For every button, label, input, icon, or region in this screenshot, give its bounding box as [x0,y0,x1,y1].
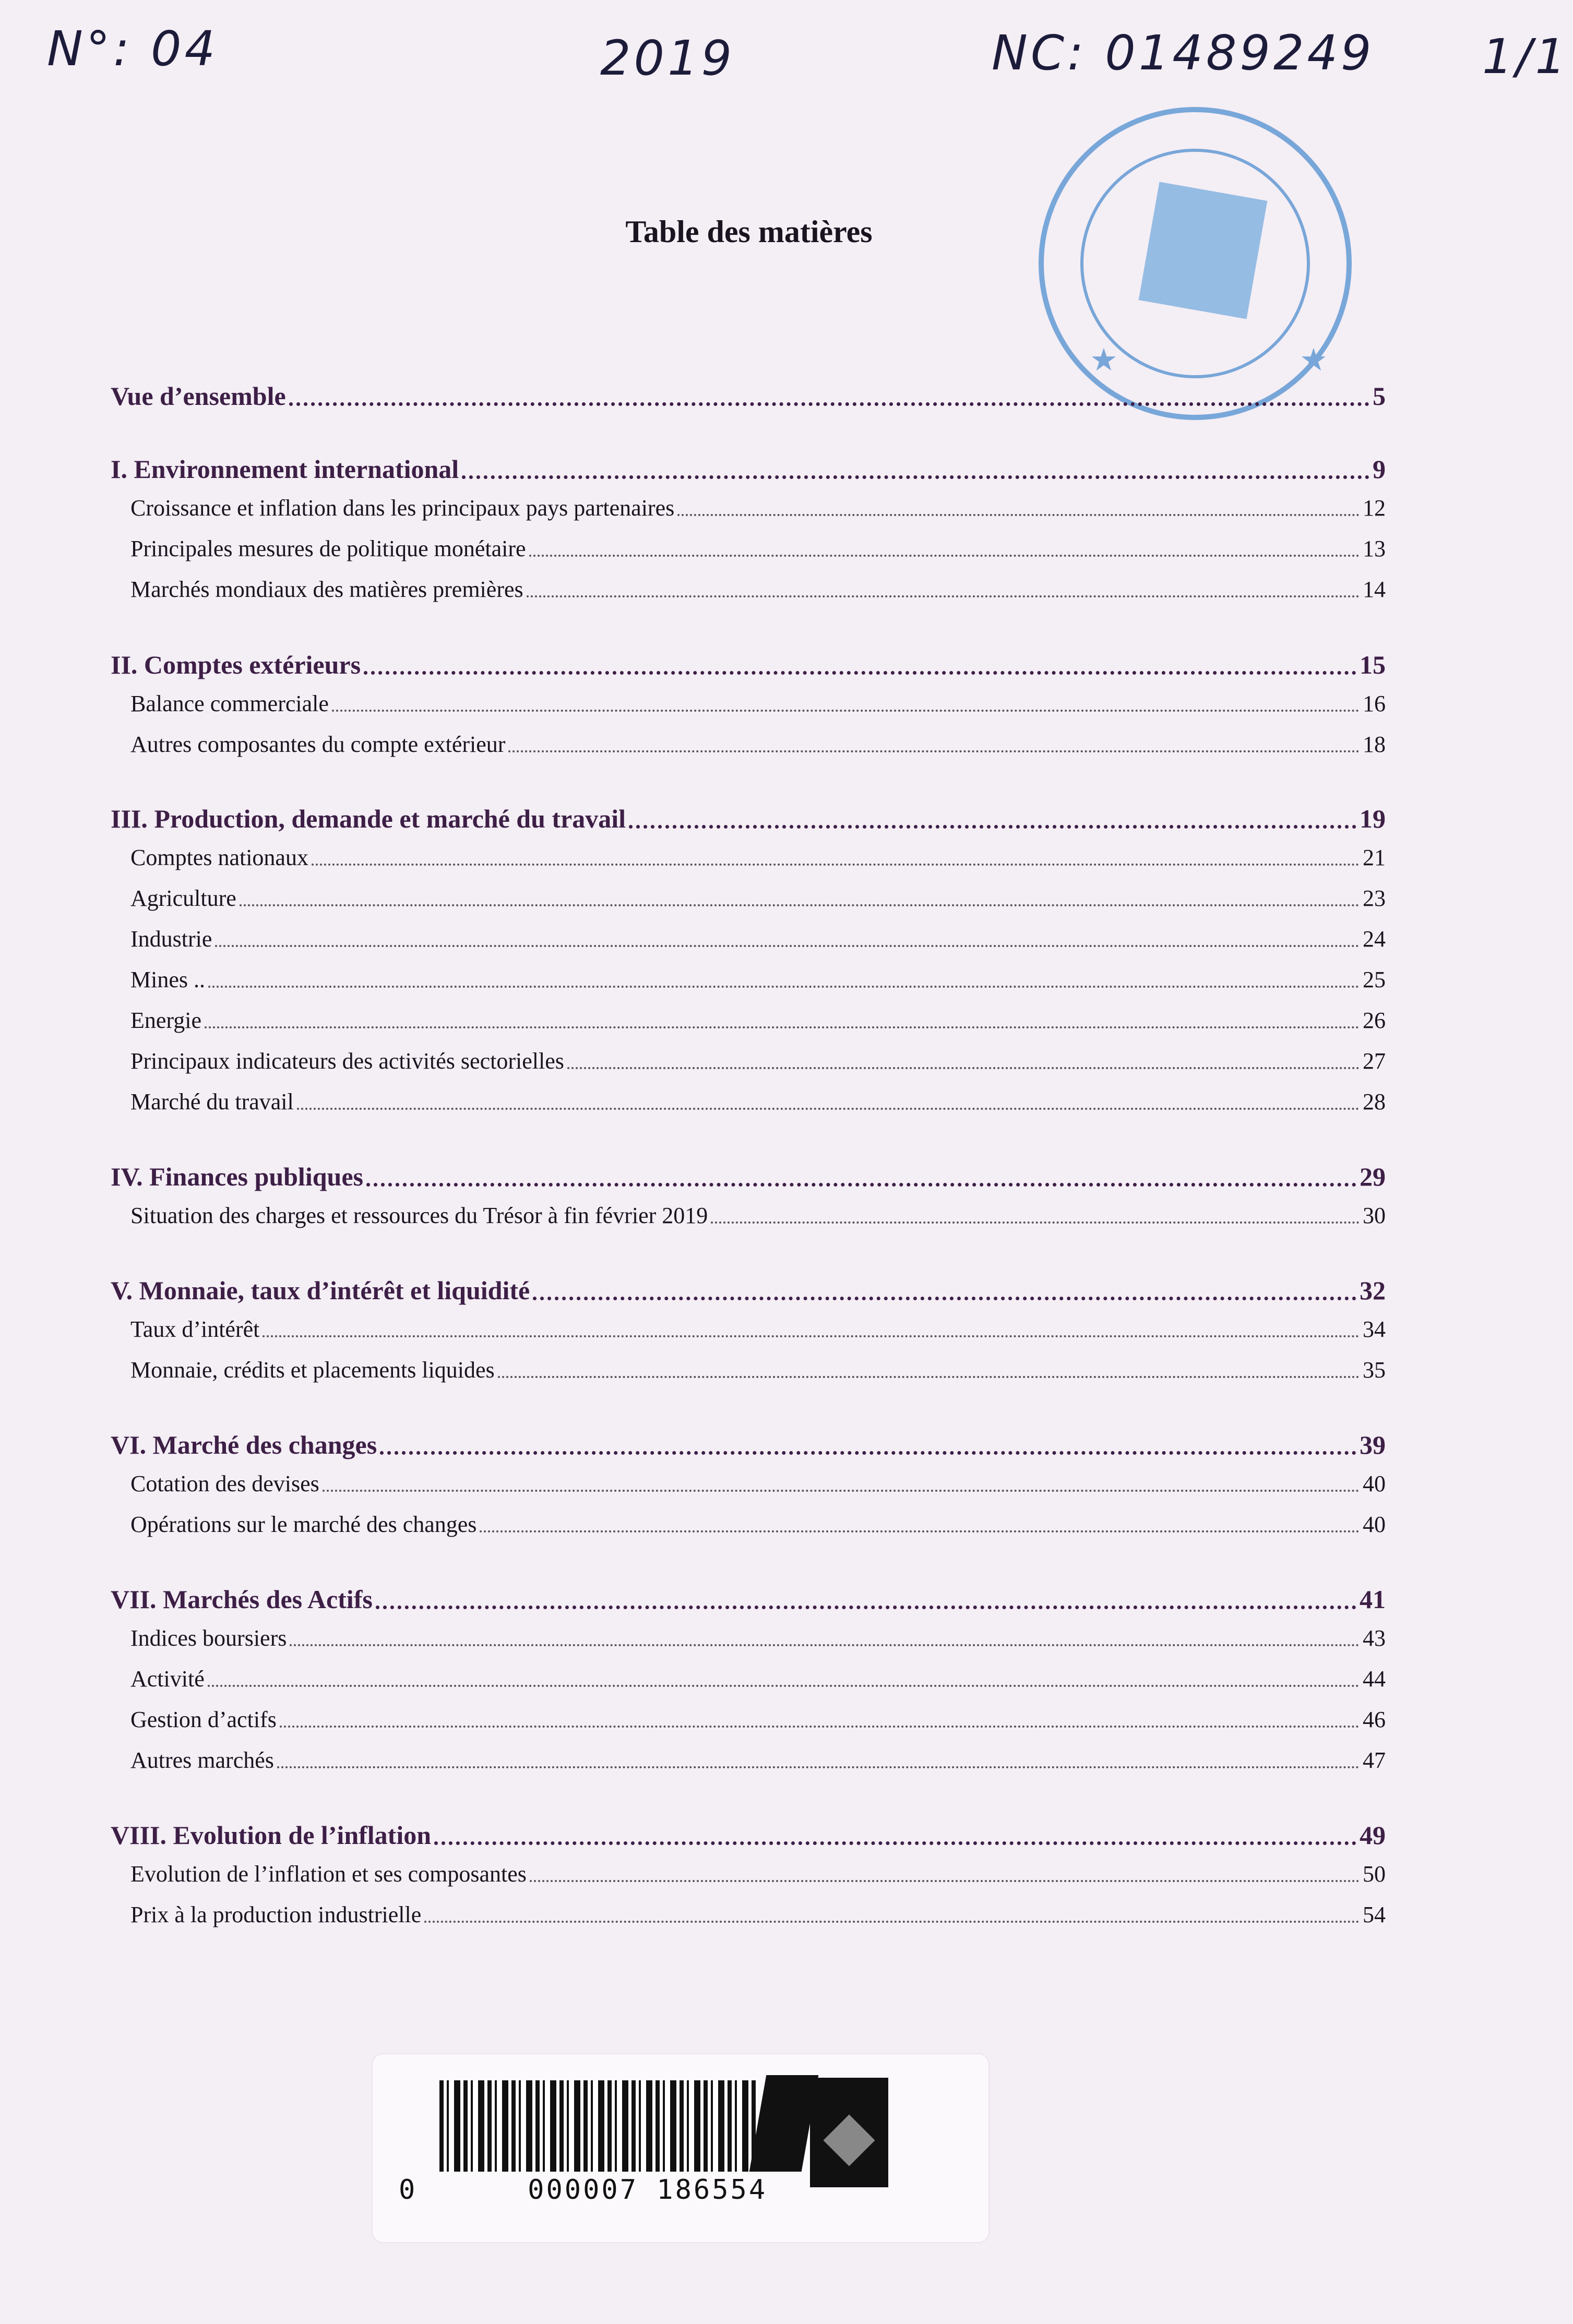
barcode-block [749,2075,819,2172]
toc-subsection-row [130,844,1386,871]
toc-section-row [111,1820,1386,1850]
toc-entry-label: Opérations sur le marché des changes [130,1512,477,1537]
dot-leader [629,825,1356,829]
toc-page-number: 29 [1360,1162,1386,1191]
toc-page-number: 13 [1363,536,1386,561]
toc-subsection-row [130,576,1386,603]
handwritten-nc: NC: 01489249 [992,25,1375,81]
toc-subsection-row [130,926,1386,952]
toc-subsection-row [130,690,1386,717]
toc-section-row [111,1430,1386,1460]
toc-page-number: 47 [1363,1747,1386,1773]
toc-section-row [111,1584,1386,1614]
toc-subsection-row [130,1470,1386,1497]
toc-entry-label: Situation des charges et ressources du Trésor à fin février 2019 [130,1203,708,1228]
toc-entry-label: Principales mesures de politique monétaire [130,536,526,561]
toc-page-number: 23 [1363,885,1386,911]
toc-page-number: 24 [1363,926,1386,952]
toc-subsection-row [130,1357,1386,1383]
toc-page-number: 40 [1363,1471,1386,1496]
toc-entry-label: Evolution de l’inflation et ses composantes [130,1861,527,1887]
dot-leader [567,1067,1360,1069]
dot-leader [364,671,1356,675]
barcode-left-digit: 0 [399,2174,418,2206]
toc-page-number: 30 [1363,1203,1386,1228]
dot-leader [332,710,1360,712]
toc-entry-label: Autres marchés [130,1747,274,1773]
toc-subsection-row [130,966,1386,993]
toc-subsection-row [130,1511,1386,1538]
toc-subsection-row [130,495,1386,521]
dot-leader [711,1221,1360,1224]
toc-entry-label: Marché du travail [130,1089,294,1115]
toc-section-row [111,804,1386,834]
toc-entry-label: IV. Finances publiques [111,1162,363,1191]
toc-page-number: 14 [1363,577,1386,602]
toc-page-number: 19 [1360,804,1386,833]
toc-entry-label: I. Environnement international [111,454,459,484]
toc-section-row [111,381,1386,411]
dot-leader [462,475,1369,479]
toc-page-number: 15 [1360,650,1386,679]
toc-entry-label: V. Monnaie, taux d’intérêt et liquidité [111,1276,530,1305]
dot-leader [297,1108,1360,1110]
toc-entry-label: Marchés mondiaux des matières premières [130,577,523,602]
toc-entry-label: Agriculture [130,885,236,911]
toc-page-number: 5 [1373,381,1386,411]
dot-leader [529,555,1360,557]
toc-entry-label: II. Comptes extérieurs [111,650,361,679]
toc-entry-label: Comptes nationaux [130,845,308,870]
star-icon: ★ [1300,342,1328,378]
toc-subsection-row [130,1706,1386,1733]
handwritten-year: 2019 [600,30,735,86]
dot-leader [208,986,1360,988]
toc-page-number: 50 [1363,1861,1386,1887]
toc-page-number: 16 [1363,691,1386,716]
toc-subsection-row [130,1666,1386,1692]
toc-section-row [111,1161,1386,1192]
toc-subsection-row [130,1901,1386,1928]
toc-subsection-row [130,1088,1386,1115]
toc-entry-label: Energie [130,1008,202,1033]
toc-page-number: 44 [1363,1666,1386,1692]
toc-entry-label: Prix à la production industrielle [130,1902,422,1927]
toc-subsection-row [130,1048,1386,1074]
toc-entry-label: Balance commerciale [130,691,329,716]
toc-entry-label: VII. Marchés des Actifs [111,1585,373,1614]
dot-leader [240,904,1360,906]
dot-leader [677,514,1360,516]
page-title: Table des matières [625,214,873,249]
toc-page-number: 21 [1363,845,1386,870]
toc-section-row [111,454,1386,484]
handwritten-number: N°: 04 [47,21,219,77]
dot-leader [527,595,1360,597]
toc-entry-label: Autres composantes du compte extérieur [130,732,506,757]
star-icon: ★ [1090,342,1118,378]
toc-entry-label: Taux d’intérêt [130,1316,260,1342]
toc-subsection-row [130,1861,1386,1887]
toc-page-number: 18 [1363,732,1386,757]
toc-entry-label: Vue d’ensemble [111,381,286,411]
dot-leader [480,1530,1360,1532]
dot-leader [498,1376,1360,1378]
toc-subsection-row [130,731,1386,758]
dot-leader [280,1726,1360,1728]
dot-leader [533,1297,1356,1300]
toc-page-number: 54 [1363,1902,1386,1927]
toc-page-number: 26 [1363,1008,1386,1033]
toc-entry-label: Indices boursiers [130,1625,287,1651]
toc-page-number: 40 [1363,1512,1386,1537]
toc-subsection-row [130,1202,1386,1229]
barcode-bars [439,2080,758,2172]
toc-subsection-row [130,1747,1386,1774]
toc-section-row [111,650,1386,680]
toc-entry-label: VI. Marché des changes [111,1430,377,1459]
toc-page-number: 12 [1363,495,1386,521]
toc-entry-label: Gestion d’actifs [130,1707,277,1732]
toc-subsection-row [130,535,1386,562]
toc-entry-label: Mines .. [130,967,205,992]
dot-leader [215,945,1360,947]
toc-subsection-row [130,1316,1386,1343]
dot-leader [508,750,1360,752]
toc-entry-label: Principaux indicateurs des activités sectorielles [130,1048,564,1074]
dot-leader [312,864,1360,866]
toc-section-row [111,1275,1386,1305]
handwritten-page: 1/1 [1482,29,1569,85]
toc-entry-label: Monnaie, crédits et placements liquides [130,1357,495,1383]
toc-page-number: 43 [1363,1625,1386,1651]
toc-page-number: 46 [1363,1707,1386,1732]
toc-page-number: 49 [1360,1820,1386,1850]
dot-leader [277,1766,1360,1768]
toc-entry-label: Croissance et inflation dans les principaux pays partenaires [130,495,675,521]
toc-page-number: 27 [1363,1048,1386,1074]
dot-leader [434,1841,1356,1845]
toc-page-number: 41 [1360,1585,1386,1614]
dot-leader [205,1026,1360,1028]
toc-page-number: 9 [1373,454,1386,484]
toc-entry-label: VIII. Evolution de l’inflation [111,1820,432,1850]
toc-page-number: 35 [1363,1357,1386,1383]
toc-entry-label: Activité [130,1666,205,1692]
toc-page-number: 34 [1363,1316,1386,1342]
dot-leader [323,1490,1360,1492]
toc-subsection-row [130,1625,1386,1651]
dot-leader [366,1183,1356,1187]
barcode-number [399,2174,767,2206]
dot-leader [208,1685,1360,1687]
toc-page-number: 28 [1363,1089,1386,1115]
dot-leader [424,1921,1360,1923]
dot-leader [263,1335,1360,1337]
toc-subsection-row [130,885,1386,912]
toc-entry-label: III. Production, demande et marché du travail [111,804,626,833]
dot-leader [290,1644,1360,1646]
barcode-label [372,2053,990,2243]
toc-subsection-row [130,1007,1386,1034]
dot-leader [380,1451,1356,1455]
barcode-digits: 000007 186554 [528,2174,768,2206]
toc-entry-label: Cotation des devises [130,1471,319,1496]
dot-leader [289,402,1369,406]
toc-page-number: 25 [1363,967,1386,992]
toc-page-number: 39 [1360,1430,1386,1459]
dot-leader [376,1606,1356,1609]
toc-entry-label: Industrie [130,926,212,952]
dot-leader [530,1880,1360,1882]
toc-page-number: 32 [1360,1276,1386,1305]
